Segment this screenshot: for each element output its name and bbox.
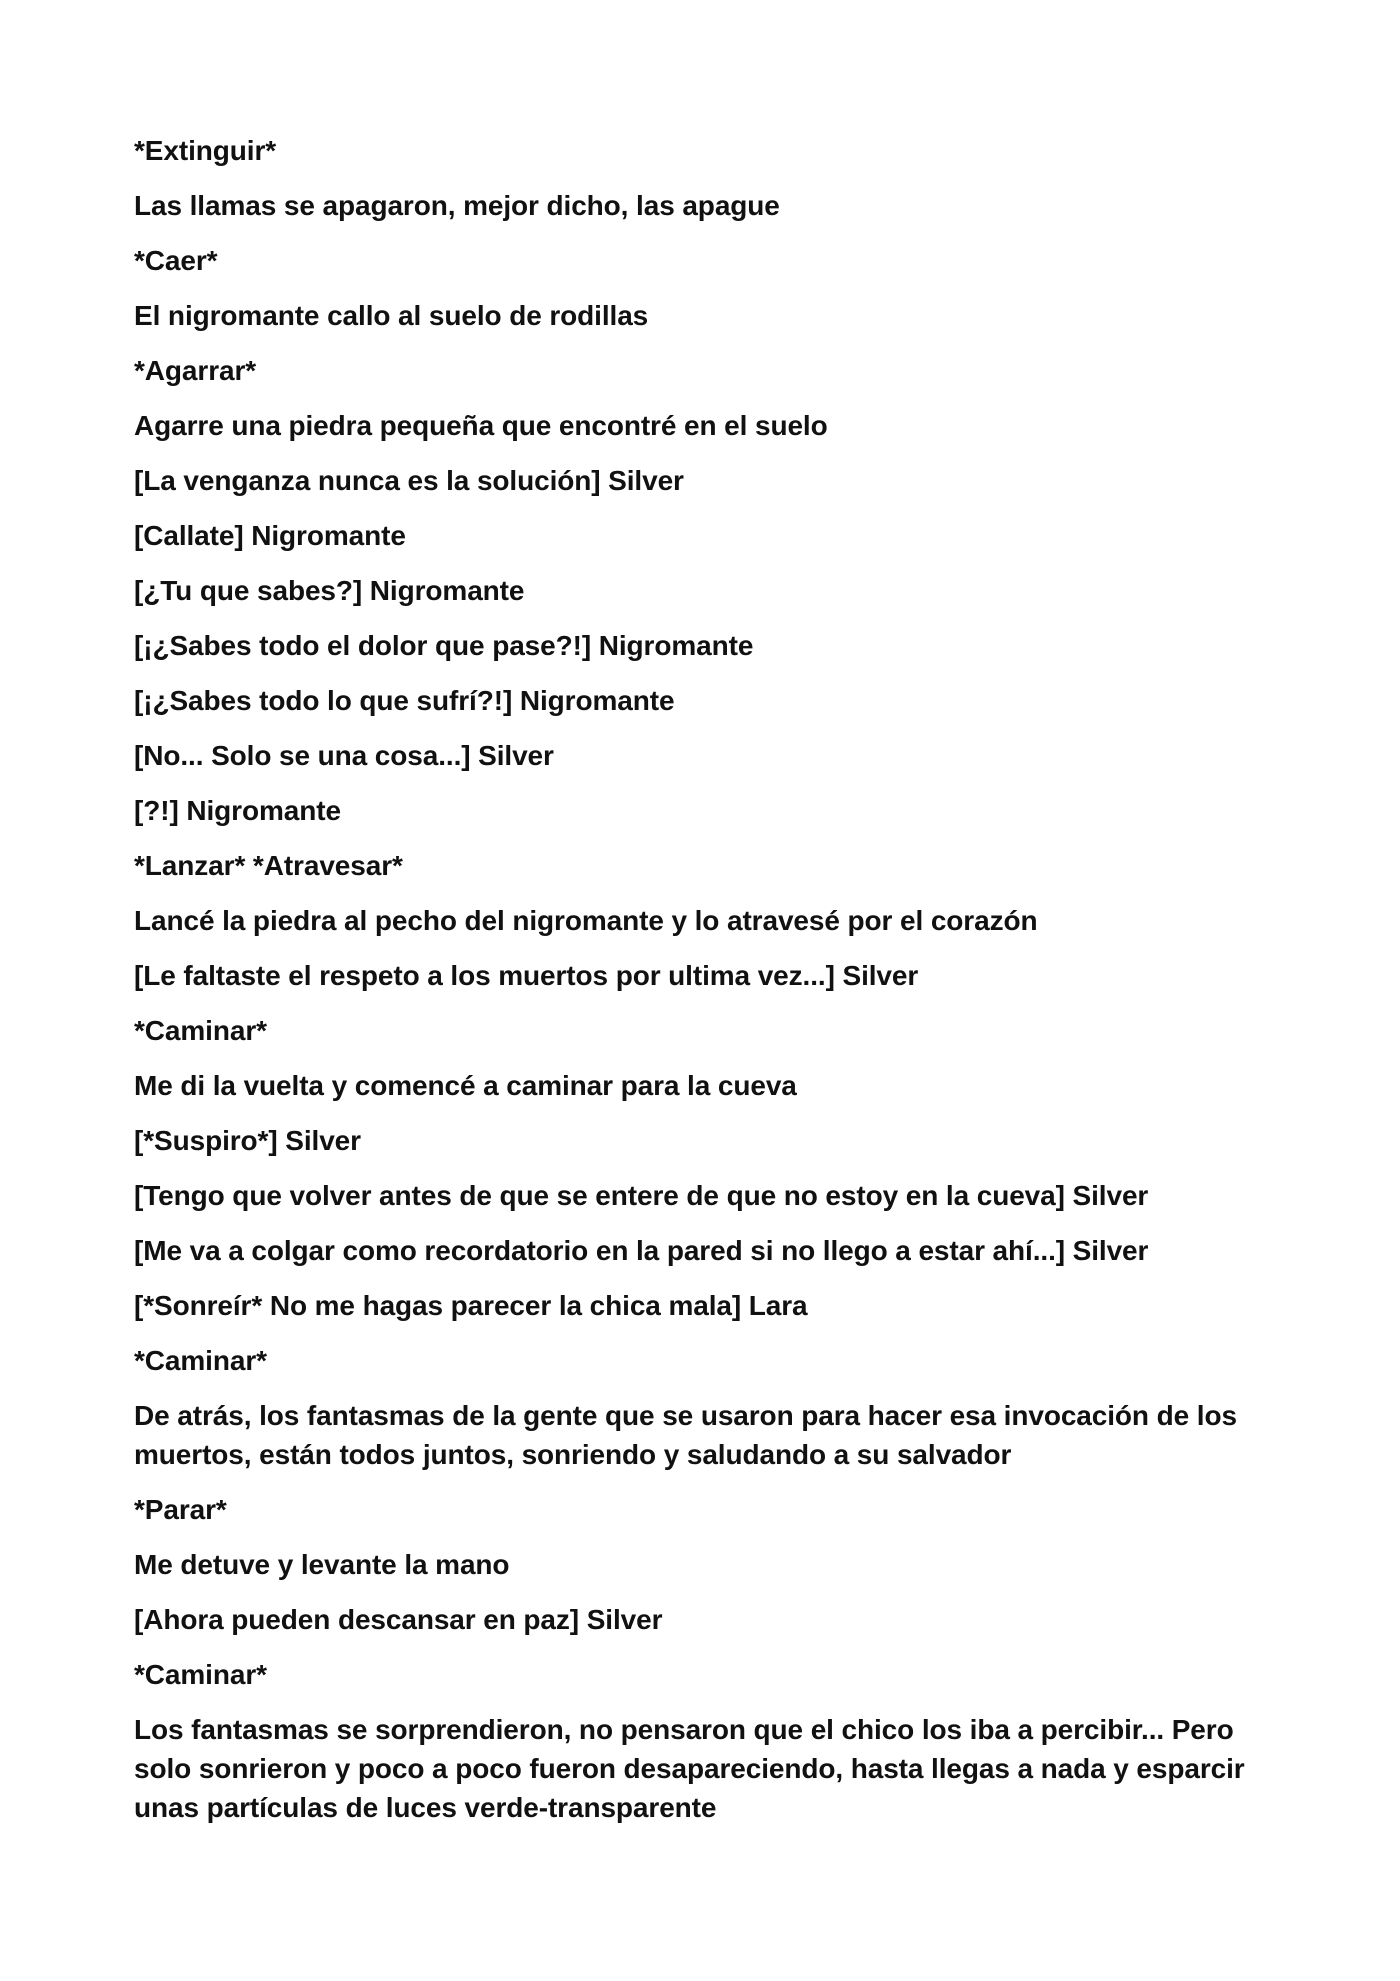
- dialogue-line: [Le faltaste el respeto a los muertos por ultima vez...] Silver: [134, 960, 919, 991]
- dialogue-line: [?!] Nigromante: [134, 795, 341, 826]
- action-line: *Caminar*: [134, 1345, 267, 1376]
- narration-line: Los fantasmas se sorprendieron, no pensaron que el chico los iba a percibir... Pero solo sonrieron y poco a poco fueron desapareciendo, hasta llegas a nada y esparcir unas partículas de luces verde-transparente: [134, 1714, 1245, 1823]
- dialogue-line: [Me va a colgar como recordatorio en la pared si no llego a estar ahí...] Silver: [134, 1235, 1149, 1266]
- dialogue-line: [¡¿Sabes todo lo que sufrí?!] Nigromante: [134, 685, 675, 716]
- narration-line: Me di la vuelta y comencé a caminar para la cueva: [134, 1070, 797, 1101]
- dialogue-line: [La venganza nunca es la solución] Silver: [134, 465, 684, 496]
- dialogue-line: [Tengo que volver antes de que se entere de que no estoy en la cueva] Silver: [134, 1180, 1149, 1211]
- action-line: *Lanzar* *Atravesar*: [134, 850, 403, 881]
- action-line: *Caminar*: [134, 1659, 267, 1690]
- action-line: *Extinguir*: [134, 135, 277, 166]
- narration-line: De atrás, los fantasmas de la gente que se usaron para hacer esa invocación de los muertos, están todos juntos, sonriendo y saludando a su salvador: [134, 1400, 1237, 1470]
- action-line: *Agarrar*: [134, 355, 257, 386]
- dialogue-line: [*Suspiro*] Silver: [134, 1125, 361, 1156]
- dialogue-line: [¡¿Sabes todo el dolor que pase?!] Nigromante: [134, 630, 754, 661]
- dialogue-line: [No... Solo se una cosa...] Silver: [134, 740, 554, 771]
- dialogue-line: [Callate] Nigromante: [134, 520, 406, 551]
- narration-line: Me detuve y levante la mano: [134, 1549, 510, 1580]
- dialogue-line: [¿Tu que sabes?] Nigromante: [134, 575, 525, 606]
- action-line: *Parar*: [134, 1494, 227, 1525]
- narration-line: Las llamas se apagaron, mejor dicho, las apague: [134, 190, 780, 221]
- narration-line: El nigromante callo al suelo de rodillas: [134, 300, 649, 331]
- action-line: *Caminar*: [134, 1015, 267, 1046]
- document-body: [134, 131, 1274, 1843]
- dialogue-line: [*Sonreír* No me hagas parecer la chica mala] Lara: [134, 1290, 808, 1321]
- action-line: *Caer*: [134, 245, 218, 276]
- narration-line: Agarre una piedra pequeña que encontré en el suelo: [134, 410, 828, 441]
- narration-line: Lancé la piedra al pecho del nigromante y lo atravesé por el corazón: [134, 905, 1038, 936]
- dialogue-line: [Ahora pueden descansar en paz] Silver: [134, 1604, 663, 1635]
